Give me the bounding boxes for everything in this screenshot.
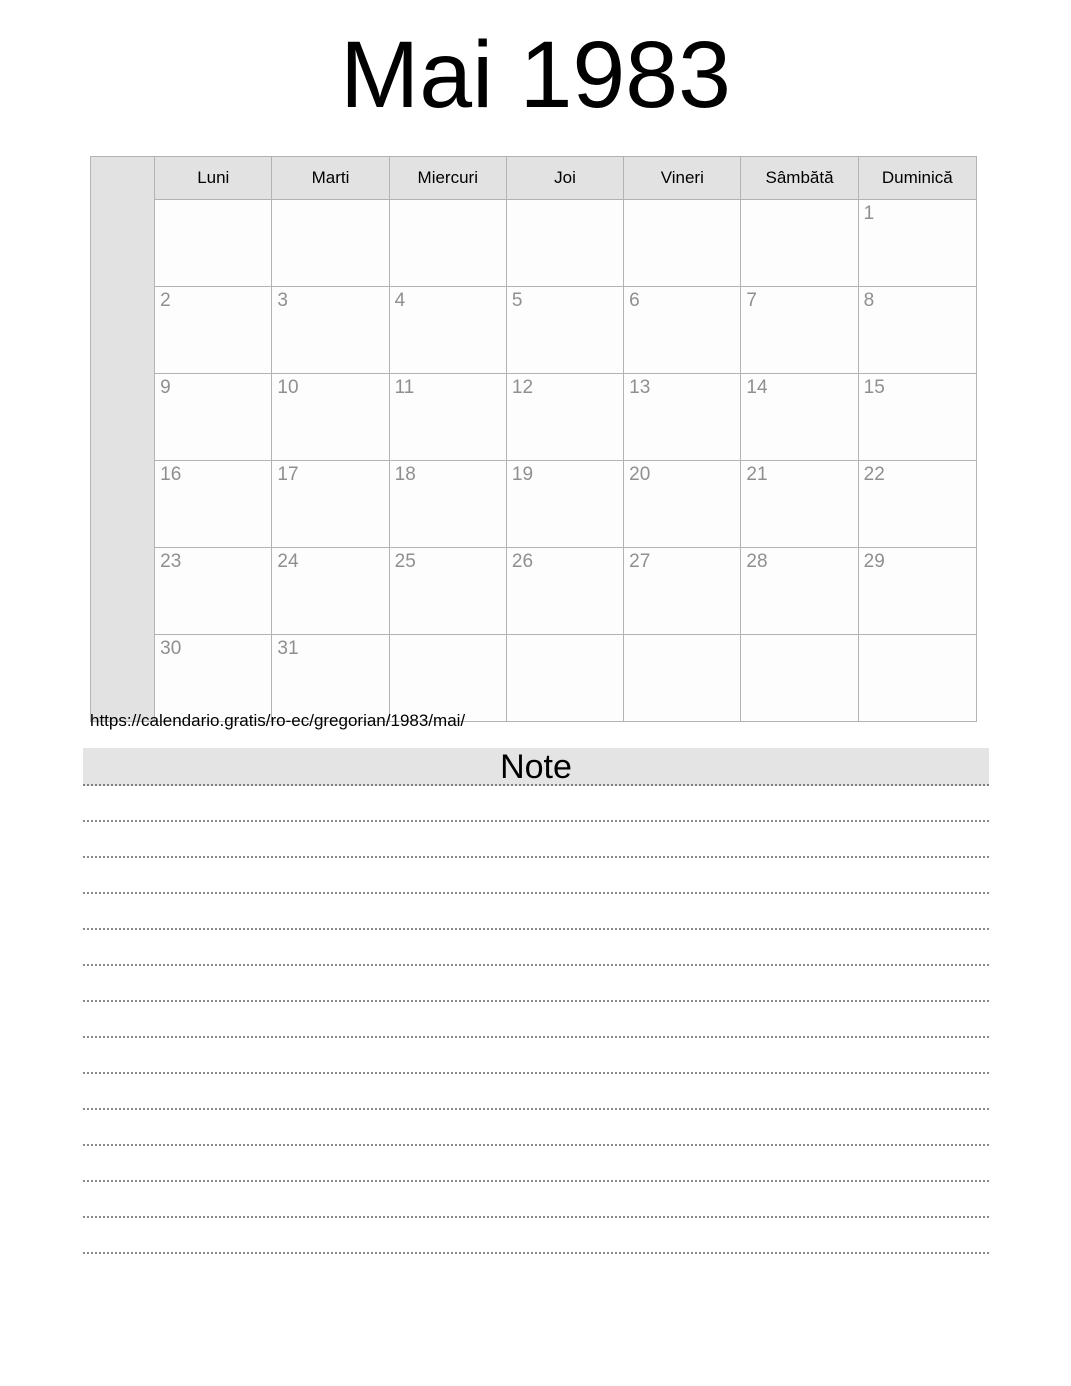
day-cell-empty [389, 635, 506, 722]
day-cell-empty [624, 635, 741, 722]
day-header-luni: Luni [155, 157, 272, 200]
calendar-header-row [91, 157, 977, 200]
day-cell: 23 [155, 548, 272, 635]
calendar-table [90, 156, 977, 722]
day-cell: 2 [155, 287, 272, 374]
calendar-body [91, 157, 977, 722]
day-cell: 5 [506, 287, 623, 374]
note-line [83, 1182, 989, 1218]
day-header-marti: Marti [272, 157, 389, 200]
note-line [83, 894, 989, 930]
note-line [83, 822, 989, 858]
day-cell: 1 [858, 200, 976, 287]
day-cell: 28 [741, 548, 858, 635]
source-url: https://calendario.gratis/ro-ec/gregorian/1983/mai/ [90, 711, 466, 730]
week-row [91, 200, 977, 287]
day-cell: 7 [741, 287, 858, 374]
day-cell: 20 [624, 461, 741, 548]
day-cell-empty [858, 635, 976, 722]
day-cell: 25 [389, 548, 506, 635]
day-cell: 30 [155, 635, 272, 722]
day-cell: 18 [389, 461, 506, 548]
note-line [83, 1146, 989, 1182]
note-line [83, 1038, 989, 1074]
note-line [83, 1110, 989, 1146]
day-cell: 17 [272, 461, 389, 548]
day-cell: 13 [624, 374, 741, 461]
day-cell: 15 [858, 374, 976, 461]
day-cell: 31 [272, 635, 389, 722]
week-row [91, 374, 977, 461]
day-cell: 21 [741, 461, 858, 548]
day-cell-empty [389, 200, 506, 287]
note-line [83, 1074, 989, 1110]
day-header-joi: Joi [506, 157, 623, 200]
day-cell: 16 [155, 461, 272, 548]
day-header-miercuri: Miercuri [389, 157, 506, 200]
note-line [83, 858, 989, 894]
week-row [91, 548, 977, 635]
day-cell: 3 [272, 287, 389, 374]
day-cell: 19 [506, 461, 623, 548]
week-spacer-column [91, 157, 155, 722]
day-cell: 8 [858, 287, 976, 374]
week-row [91, 461, 977, 548]
day-cell-empty [155, 200, 272, 287]
day-cell: 9 [155, 374, 272, 461]
day-cell: 26 [506, 548, 623, 635]
day-header-sambata: Sâmbătă [741, 157, 858, 200]
day-cell-empty [506, 200, 623, 287]
note-line [83, 786, 989, 822]
day-cell: 11 [389, 374, 506, 461]
note-line [83, 966, 989, 1002]
day-cell: 14 [741, 374, 858, 461]
note-line [83, 1218, 989, 1254]
day-cell: 12 [506, 374, 623, 461]
day-cell: 24 [272, 548, 389, 635]
notes-section [83, 748, 989, 1254]
page-title: Mai 1983 [340, 22, 731, 128]
day-cell-empty [624, 200, 741, 287]
week-row [91, 287, 977, 374]
day-cell-empty [741, 635, 858, 722]
note-line [83, 930, 989, 966]
notes-heading: Note [83, 748, 989, 786]
day-header-duminica: Duminică [858, 157, 976, 200]
day-cell: 4 [389, 287, 506, 374]
day-cell-empty [506, 635, 623, 722]
notes-lines-container [83, 786, 989, 1254]
day-cell-empty [741, 200, 858, 287]
day-cell: 22 [858, 461, 976, 548]
note-line [83, 1002, 989, 1038]
day-cell: 10 [272, 374, 389, 461]
day-header-vineri: Vineri [624, 157, 741, 200]
week-row [91, 635, 977, 722]
day-cell: 27 [624, 548, 741, 635]
day-cell-empty [272, 200, 389, 287]
day-cell: 29 [858, 548, 976, 635]
day-cell: 6 [624, 287, 741, 374]
